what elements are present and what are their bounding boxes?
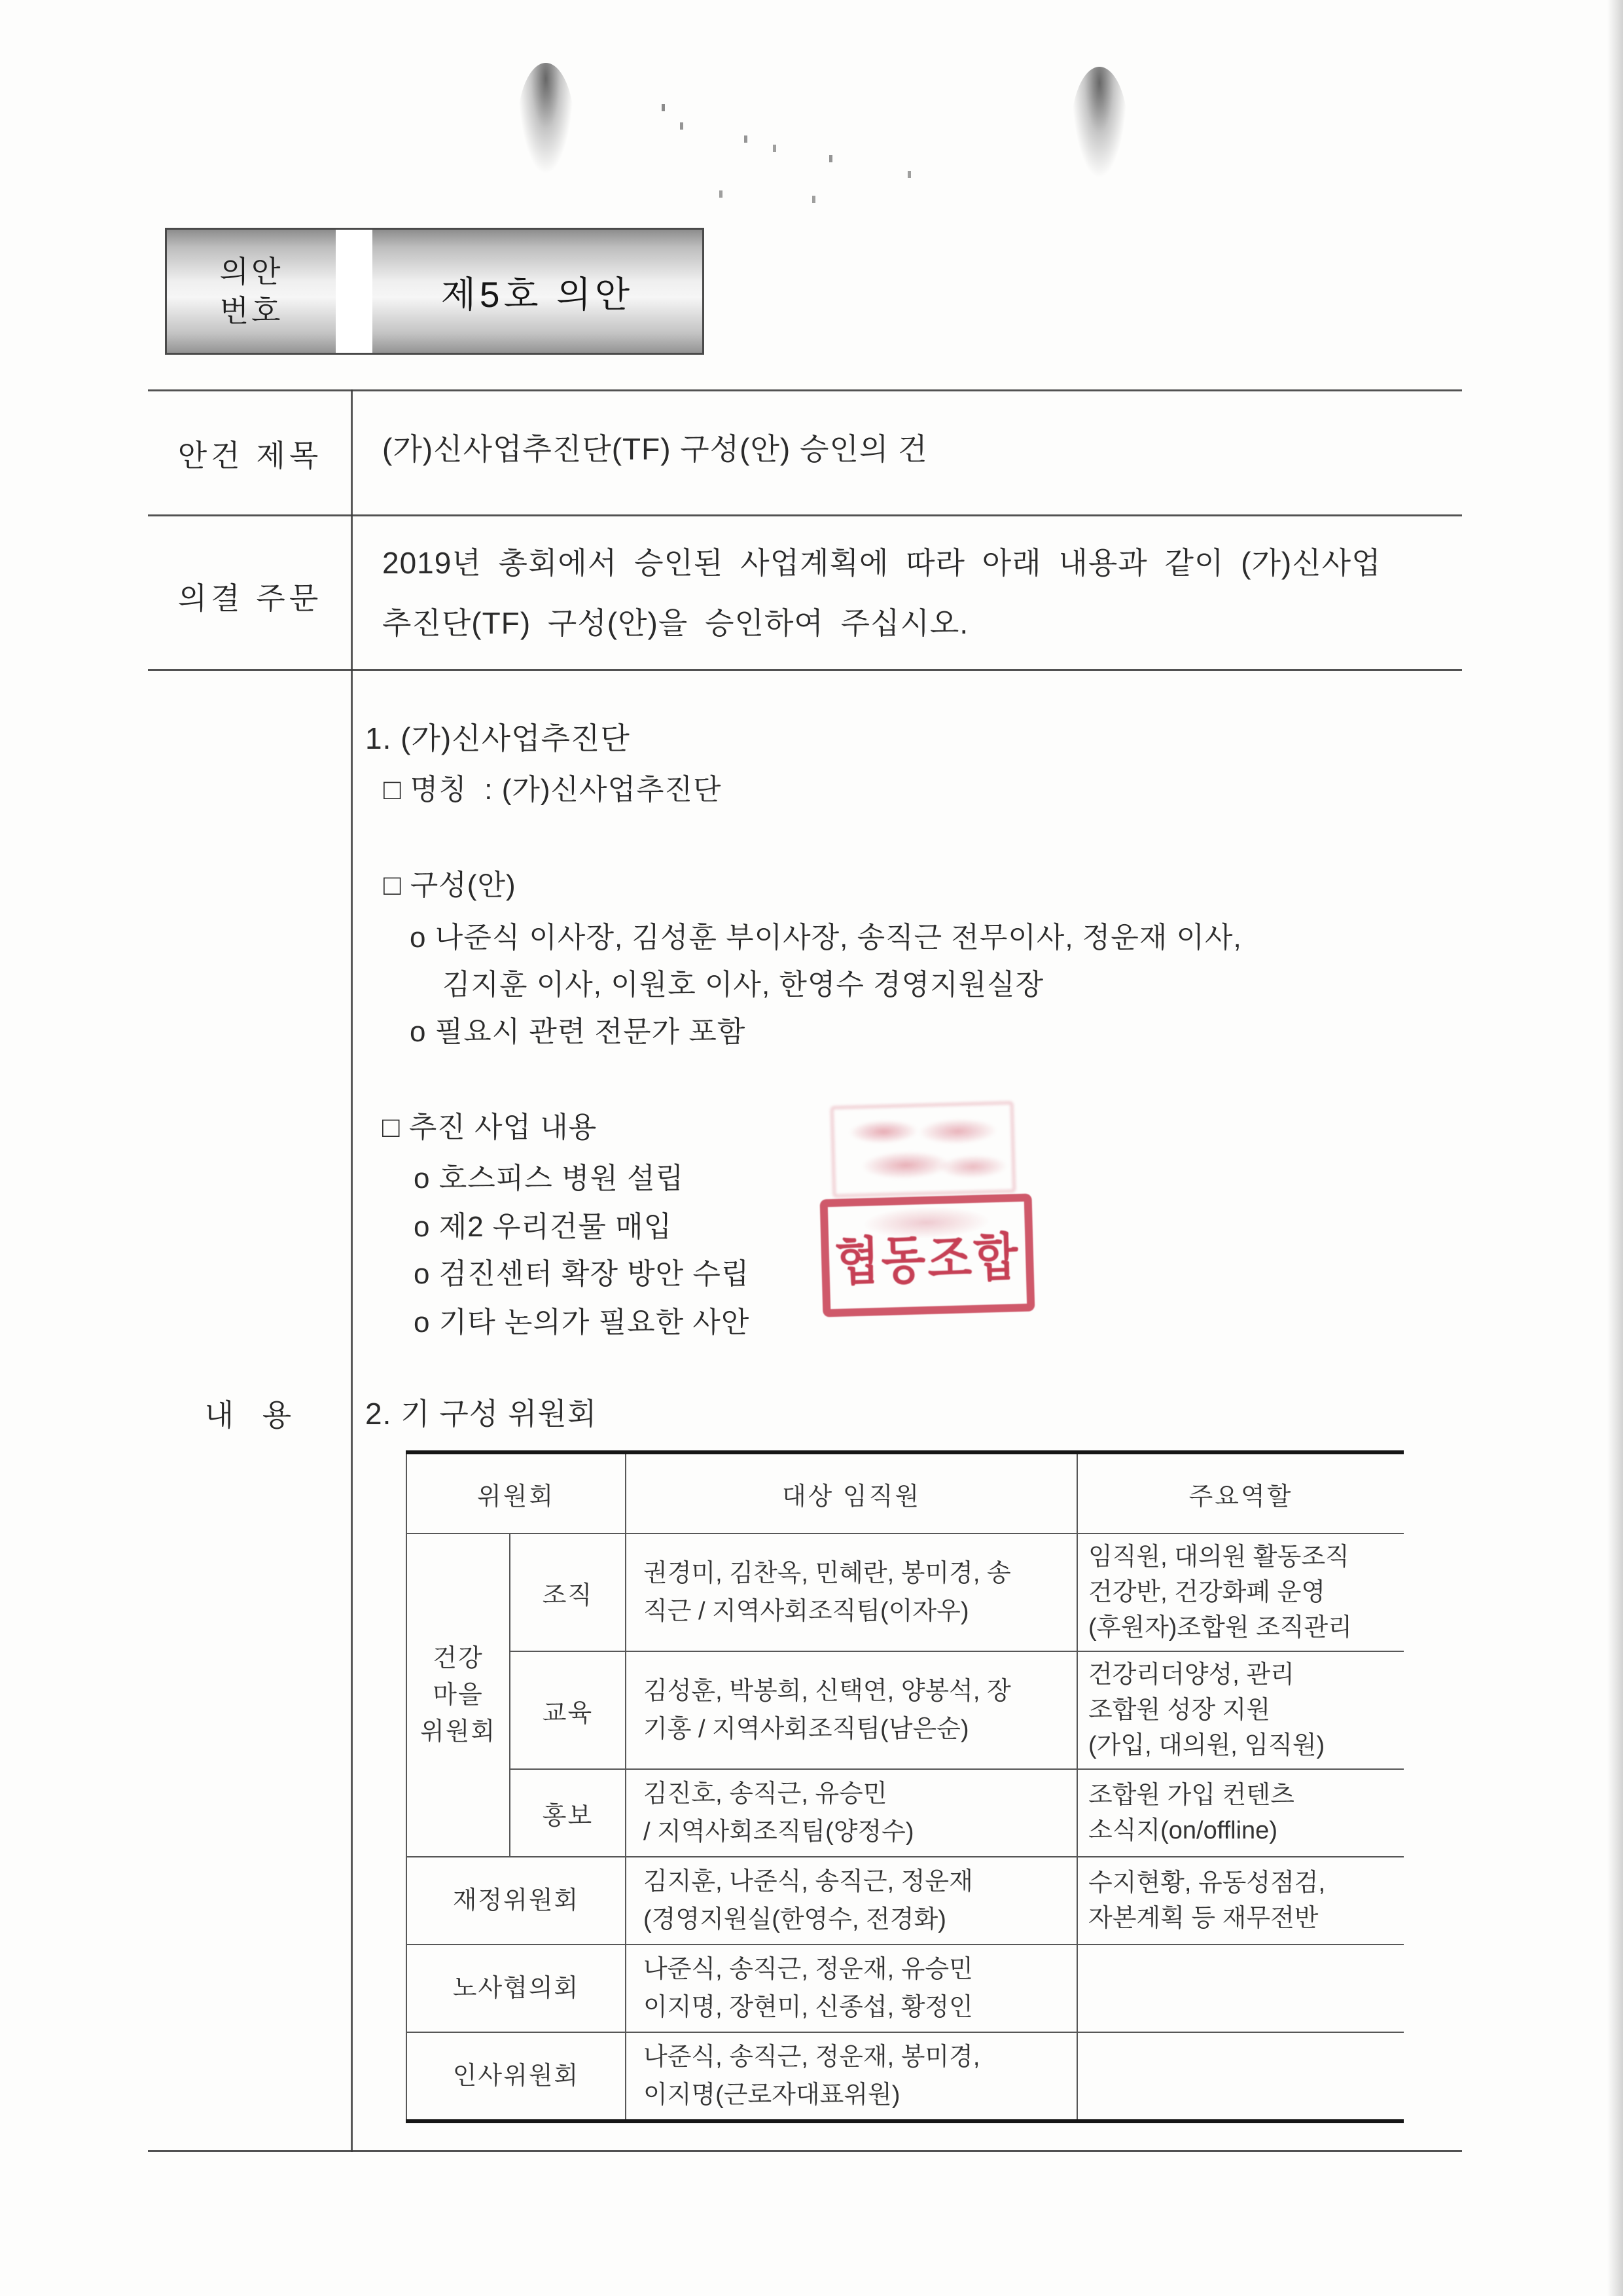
cell-line: 건강리더양성, 관리 <box>1088 1661 1294 1689</box>
committees-table <box>406 1450 1404 2123</box>
cell-line: 기홍 / 지역사회조직팀(남은순) <box>643 1715 969 1743</box>
header-roles: 주요역할 <box>1077 1452 1404 1534</box>
members-cell <box>626 2032 1077 2121</box>
ink-speckles <box>0 0 2 6</box>
divider-line-top <box>148 389 1462 391</box>
cell-line: (후원자)조합원 조직관리 <box>1088 1614 1352 1641</box>
cell-line: 임직원, 대의원 활동조직 <box>1088 1543 1349 1571</box>
cell-line: 직근 / 지역사회조직팀(이자우) <box>643 1598 969 1625</box>
roles-cell <box>1077 1857 1404 1945</box>
composition-members-line2: 김지훈 이사, 이원호 이사, 한영수 경영지원실장 <box>442 969 1044 1001</box>
roles-cell <box>1077 1769 1404 1857</box>
business-item-etc: o 기타 논의가 필요한 사안 <box>414 1306 750 1338</box>
business-item-building: o 제2 우리건물 매입 <box>414 1211 673 1243</box>
sub-committee-edu: 교육 <box>510 1651 626 1769</box>
resolution-text-line1: 2019년 총회에서 승인된 사업계획에 따라 아래 내용과 같이 (가)신사업 <box>382 546 1382 580</box>
cell-line: 건강 <box>433 1645 484 1672</box>
agenda-number-label-line1: 의안 <box>219 255 283 289</box>
agenda-number-value: 제5호 의안 <box>440 274 634 315</box>
header-members: 대상 임직원 <box>626 1452 1077 1534</box>
punch-hole-mark-right <box>1071 67 1128 181</box>
members-cell <box>626 1857 1077 1945</box>
cell-line: 김진호, 송직근, 유승민 <box>643 1780 887 1808</box>
section2-heading: 2. 기 구성 위원회 <box>365 1397 597 1431</box>
divider-line-title-bottom <box>148 514 1462 516</box>
committee-name-finance: 재정위원회 <box>406 1857 626 1945</box>
roles-cell-empty <box>1077 2032 1404 2121</box>
stamp-text: 협동조합 <box>834 1228 1021 1291</box>
field-label-content: 내 용 <box>204 1398 296 1432</box>
cell-line: 자본계획 등 재무전반 <box>1088 1905 1319 1932</box>
label-column-divider <box>351 389 353 2152</box>
name-item: □ 명칭 : (가)신사업추진단 <box>383 774 722 806</box>
members-cell <box>626 1651 1077 1769</box>
agenda-title-value: (가)신사업추진단(TF) 구성(안) 승인의 건 <box>382 432 928 466</box>
field-label-resolution: 의결 주문 <box>177 581 323 615</box>
table-row-edu <box>406 1651 1404 1769</box>
sub-committee-pr: 홍보 <box>510 1769 626 1857</box>
roles-cell <box>1077 1651 1404 1769</box>
table-header-row <box>406 1452 1404 1534</box>
agenda-number-label-line2: 번호 <box>219 294 283 328</box>
cell-line: 나준식, 송직근, 정운재, 유승민 <box>643 1956 973 1983</box>
divider-line-bottom <box>148 2150 1462 2152</box>
cell-line: (가입, 대의원, 임직원) <box>1088 1732 1325 1759</box>
table-row-pr <box>406 1769 1404 1857</box>
roles-cell-empty <box>1077 1945 1404 2032</box>
cell-line: 이지명(근로자대표위원) <box>643 2081 901 2109</box>
section1-heading: 1. (가)신사업추진단 <box>365 721 630 755</box>
cell-line: 김성훈, 박봉희, 신택연, 양봉석, 장 <box>643 1677 1011 1705</box>
cell-line: 소식지(on/offline) <box>1088 1817 1277 1844</box>
table-row-hr <box>406 2032 1404 2121</box>
table-row-labor <box>406 1945 1404 2032</box>
cell-line: 수지현황, 유동성점검, <box>1088 1869 1326 1897</box>
divider-line-resolution-bottom <box>148 669 1462 671</box>
cell-line: 마을 <box>433 1681 484 1709</box>
members-cell <box>626 1945 1077 2032</box>
cell-line: 조합원 성장 지원 <box>1088 1696 1271 1724</box>
agenda-number-label <box>167 230 336 353</box>
cell-line: 나준식, 송직근, 정운재, 봉미경, <box>643 2043 980 2071</box>
composition-note: o 필요시 관련 전문가 포함 <box>410 1016 746 1048</box>
cell-line: / 지역사회조직팀(양정수) <box>643 1818 914 1846</box>
table-row-finance <box>406 1857 1404 1945</box>
cell-line: 조합원 가입 컨텐츠 <box>1088 1782 1294 1809</box>
cell-line: (경영지원실(한영수, 전경화) <box>643 1906 946 1933</box>
business-heading: □ 추진 사업 내용 <box>382 1111 597 1143</box>
stamp-seal-box <box>820 1193 1035 1317</box>
cell-line: 건강반, 건강화폐 운영 <box>1088 1579 1326 1606</box>
header-committee: 위원회 <box>406 1452 626 1534</box>
cell-line: 이지명, 장현미, 신종섭, 황정인 <box>643 1994 973 2021</box>
committee-name-labor: 노사협의회 <box>406 1945 626 2032</box>
table-row-org <box>406 1534 1404 1651</box>
resolution-text-line2: 추진단(TF) 구성(안)을 승인하여 주십시오. <box>382 606 969 640</box>
sub-committee-org: 조직 <box>510 1534 626 1651</box>
committee-name-hr: 인사위원회 <box>406 2032 626 2121</box>
business-item-center: o 검진센터 확장 방안 수립 <box>414 1258 750 1290</box>
members-cell <box>626 1534 1077 1651</box>
roles-cell <box>1077 1534 1404 1651</box>
approval-stamp <box>817 1101 1035 1318</box>
members-cell <box>626 1769 1077 1857</box>
scan-edge-shadow <box>1607 0 1623 2296</box>
agenda-box-notch <box>336 230 372 353</box>
committee-name-health-village <box>406 1534 510 1857</box>
business-item-hospice: o 호스피스 병원 설립 <box>414 1162 685 1194</box>
punch-hole-mark-left <box>517 63 575 177</box>
cell-line: 권경미, 김찬옥, 민혜란, 봉미경, 송 <box>643 1560 1011 1587</box>
cell-line: 위원회 <box>419 1718 497 1746</box>
cell-line: 김지훈, 나준식, 송직근, 정운재 <box>643 1868 973 1895</box>
agenda-number-box <box>165 228 704 355</box>
composition-item: □ 구성(안) <box>383 869 516 901</box>
composition-members-line1: o 나준식 이사장, 김성훈 부이사장, 송직근 전무이사, 정운재 이사, <box>410 922 1242 954</box>
field-label-title: 안건 제목 <box>177 439 323 473</box>
stamp-faint-impression <box>830 1101 1016 1198</box>
